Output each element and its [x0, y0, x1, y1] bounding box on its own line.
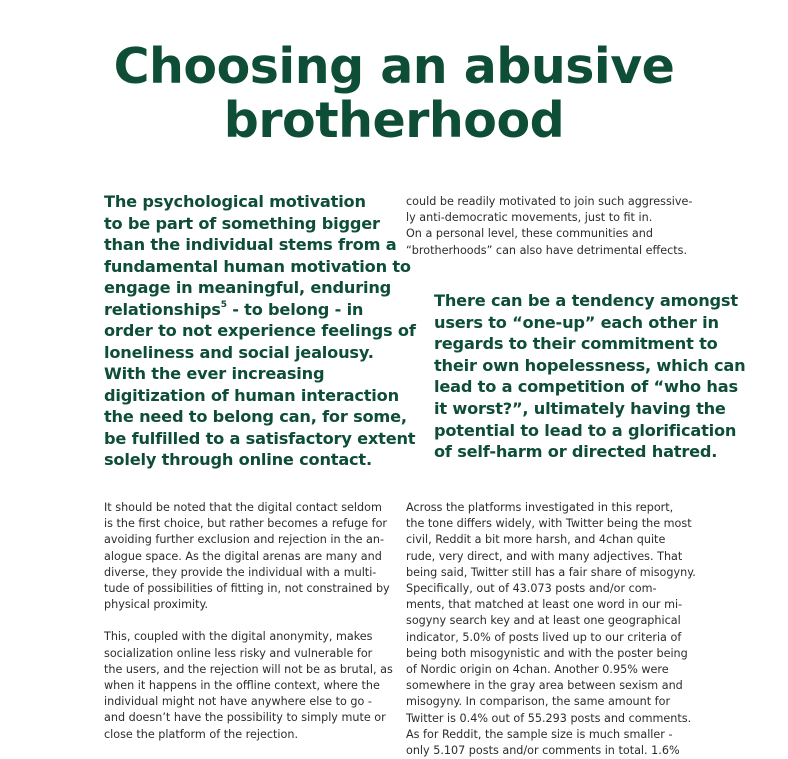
- body-line: As for Reddit, the sample size is much smaller -: [406, 727, 673, 741]
- pull-quote-line: users to “one-up” each other in: [434, 312, 719, 332]
- pull-quote-line: potential to lead to a glorification: [434, 420, 737, 440]
- body-paragraph: [104, 629, 393, 742]
- body-paragraph: [104, 500, 389, 613]
- lead-line: The psychological motivation: [104, 192, 366, 211]
- body-line: avoiding further exclusion and rejection in the an-: [104, 533, 385, 547]
- lead-paragraph: [104, 191, 416, 471]
- body-line: being said, Twitter still has a fair share of misogyny.: [406, 565, 696, 579]
- body-line: indicator, 5.0% of posts lived up to our criteria of: [406, 630, 682, 644]
- body-line: close the platform of the rejection.: [104, 727, 298, 741]
- body-line: ly anti-democratic movements, just to fit in.: [406, 211, 653, 225]
- body-line: Across the platforms investigated in this report,: [406, 501, 674, 514]
- lead-line-part: - to belong - in: [226, 299, 364, 319]
- body-line: Twitter is 0.4% out of 55.293 posts and comments.: [406, 711, 692, 725]
- body-line: rude, very direct, and with many adjectives. That: [406, 549, 683, 563]
- body-line: the users, and the rejection will not be as brutal, as: [104, 662, 393, 676]
- body-line: is the first choice, but rather becomes a refuge for: [104, 517, 388, 531]
- lead-line: With the ever increasing: [104, 364, 325, 383]
- body-line: “brotherhoods” can also have detrimental effects.: [406, 243, 688, 257]
- pull-quote-line: their own hopelessness, which can: [434, 355, 746, 375]
- body-line: socialization online less risky and vulnerable for: [104, 646, 373, 660]
- lead-line: be fulfilled to a satisfactory extent: [104, 428, 416, 448]
- body-line: tude of possibilities of fitting in, not constrained by: [104, 582, 390, 596]
- body-line: It should be noted that the digital contact seldom: [104, 501, 382, 514]
- body-line: could be readily motivated to join such aggressive-: [406, 195, 693, 208]
- pull-quote: [434, 290, 746, 463]
- lead-line: to be part of something bigger: [104, 213, 380, 233]
- body-line: physical proximity.: [104, 598, 209, 612]
- body-line: misogyny. In comparison, the same amount for: [406, 695, 671, 709]
- lead-line: loneliness and social jealousy.: [104, 342, 374, 362]
- body-line: civil, Reddit a bit more harsh, and 4chan quite: [406, 533, 666, 547]
- right-top-paragraph: [406, 194, 696, 259]
- pull-quote-line: it worst?”, ultimately having the: [434, 398, 726, 418]
- body-line: individual might not have anywhere else to go -: [104, 695, 372, 709]
- page-title: [0, 40, 788, 148]
- body-line: and doesn’t have the possibility to simply mute or: [104, 711, 386, 725]
- body-line: of Nordic origin on 4chan. Another 0.95% were: [406, 663, 669, 677]
- title-line: Choosing an abusive: [113, 38, 675, 95]
- body-line: the tone differs widely, with Twitter being the most: [406, 517, 692, 531]
- left-body-column: [104, 500, 393, 743]
- lead-line: order to not experience feelings of: [104, 321, 416, 340]
- pull-quote-line: of self-harm or directed hatred.: [434, 442, 718, 462]
- paragraph-gap: [104, 613, 389, 629]
- body-line: only 5.107 posts and/or comments in total. 1.6%: [406, 744, 680, 758]
- lead-line: solely through online contact.: [104, 450, 372, 469]
- body-line: This, coupled with the digital anonymity, makes: [104, 630, 373, 644]
- body-line: ments, that matched at least one word in our mi-: [406, 598, 683, 612]
- lead-line: than the individual stems from a: [104, 235, 397, 254]
- body-line: Specifically, out of 43.073 posts and/or com-: [406, 582, 657, 596]
- lead-line-part: relationships: [104, 299, 221, 319]
- body-line: On a personal level, these communities and: [406, 227, 653, 241]
- footnote-marker[interactable]: 5: [220, 300, 227, 311]
- pull-quote-line: There can be a tendency amongst: [434, 291, 738, 310]
- body-line: sogyny search key and at least one geographical: [406, 614, 681, 628]
- lead-line: digitization of human interaction: [104, 385, 399, 405]
- title-line: brotherhood: [223, 92, 565, 149]
- body-line: diverse, they provide the individual with a multi-: [104, 565, 377, 579]
- lead-line: fundamental human motivation to: [104, 256, 411, 276]
- body-line: being both misogynistic and with the poster being: [406, 646, 688, 660]
- lead-line: engage in meaningful, enduring: [104, 278, 392, 297]
- body-line: somewhere in the gray area between sexism and: [406, 679, 683, 693]
- right-body-column: [406, 500, 696, 759]
- body-line: when it happens in the offline context, where the: [104, 679, 380, 693]
- pull-quote-line: lead to a competition of “who has: [434, 377, 738, 397]
- lead-line: the need to belong can, for some,: [104, 407, 407, 426]
- pull-quote-line: regards to their commitment to: [434, 334, 718, 354]
- body-line: alogue space. As the digital arenas are many and: [104, 549, 382, 563]
- lead-line-with-footnote: [104, 299, 394, 321]
